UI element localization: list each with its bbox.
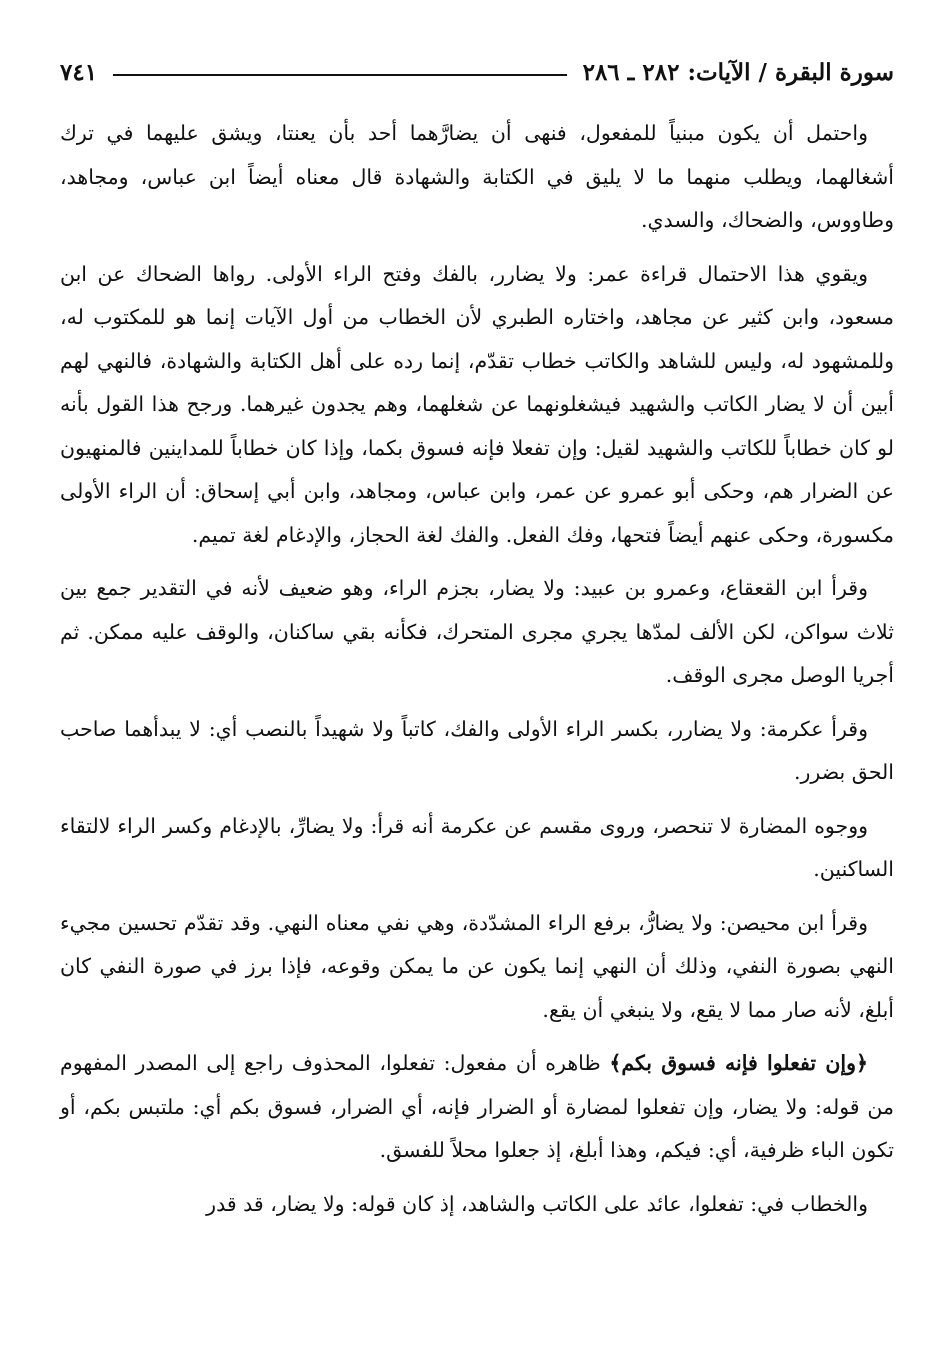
quranic-quote: ﴿وإن تفعلوا فإنه فسوق بكم﴾: [609, 1051, 868, 1075]
page-header: [60, 50, 894, 94]
page-body: [60, 112, 894, 1226]
paragraph: [60, 1183, 894, 1227]
paragraph-text: ووجوه المضارة لا تنحصر، وروى مقسم عن عكرمة أنه قرأ: ولا يضارِّ، بالإدغام وكسر الراء لالتقاء الساكنين.: [60, 813, 894, 881]
paragraph: [60, 805, 894, 892]
paragraph-text: وقرأ عكرمة: ولا يضارر، بكسر الراء الأولى والفك، كاتباً ولا شهيداً بالنصب أي: لا يبدأهما صاحب الحق بضرر.: [60, 716, 894, 784]
document-page: [60, 50, 894, 1236]
paragraph-text: وقرأ ابن محيصن: ولا يضارُّ، برفع الراء المشدّدة، وهي نفي معناه النهي. وقد تقدّم تحسين مجيء النهي بصورة النفي، وذلك أن النهي إنما يكون عن ما يمكن وقوعه، فإذا برز في صورة النفي كان أبلغ، لأنه صار مما لا يقع، ولا ينبغي أن يقع.: [60, 910, 894, 1022]
paragraph-text: والخطاب في: تفعلوا، عائد على الكاتب والشاهد، إذ كان قوله: ولا يضار، قد قدر: [206, 1191, 868, 1216]
paragraph: [60, 253, 894, 558]
paragraph: [60, 112, 894, 243]
paragraph: [60, 567, 894, 698]
header-rule: [113, 74, 567, 76]
paragraph: [60, 902, 894, 1033]
page-number: ٧٤١: [60, 58, 98, 86]
paragraph-text: ظاهره أن مفعول: تفعلوا، المحذوف راجع إلى المصدر المفهوم من قوله: ولا يضار، وإن تفعلوا لمضارة أو الضرار فإنه، أي الضرار، فسوق بكم أي: ملتبس بكم، أو تكون الباء ظرفية، أي: فيكم، وهذا أبلغ، إذ جعلوا محلاً للفسق.: [60, 1051, 894, 1162]
paragraph-text: وقرأ ابن القعقاع، وعمرو بن عبيد: ولا يضار، بجزم الراء، وهو ضعيف لأنه في التقدير جمع بين ثلاث سواكن، لكن الألف لمدّها يجري مجرى المتحرك، فكأنه بقي ساكنان، والوقف عليه ممكن. ثم أجريا الوصل مجرى الوقف.: [60, 576, 894, 687]
paragraph: [60, 1042, 894, 1173]
running-title: سورة البقرة / الآيات: ٢٨٢ ـ ٢٨٦: [582, 58, 894, 86]
paragraph-text: ويقوي هذا الاحتمال قراءة عمر: ولا يضارر، بالفك وفتح الراء الأولى. رواها الضحاك عن ابن مسعود، وابن كثير عن مجاهد، واختاره الطبري لأن الخطاب من أول الآيات إنما هو للمكتوب له، وللمشهود له، وليس للشاهد والكاتب خطاب تقدّم، إنما رده على أهل الكتابة والشهادة، فالنهي لهم أبين أن لا يضار الكاتب والشهيد فيشغلونهما عن شغلهما، وهم يجدون غيرهما. ورجح هذا القول بأنه لو كان خطاباً للكاتب والشهيد لقيل: وإن تفعلا فإنه فسوق بكما، وإذا كان خطاباً للمداينين فالمنهيون عن الضرار هم، وحكى أبو عمرو عن عمر، وابن عباس، ومجاهد، وابن أبي إسحاق: أن الراء الأولى مكسورة، وحكى عنهم أيضاً فتحها، وفك الفعل. والفك لغة الحجاز، والإدغام لغة تميم.: [60, 261, 894, 547]
paragraph-text: واحتمل أن يكون مبنياً للمفعول، فنهى أن يضارَّهما أحد بأن يعنتا، ويشق عليهما في ترك أشغالهما، ويطلب منهما ما لا يليق في الكتابة والشهادة قال معناه أيضاً ابن عباس، ومجاهد، وطاووس، والضحاك، والسدي.: [60, 121, 894, 232]
paragraph: [60, 708, 894, 795]
